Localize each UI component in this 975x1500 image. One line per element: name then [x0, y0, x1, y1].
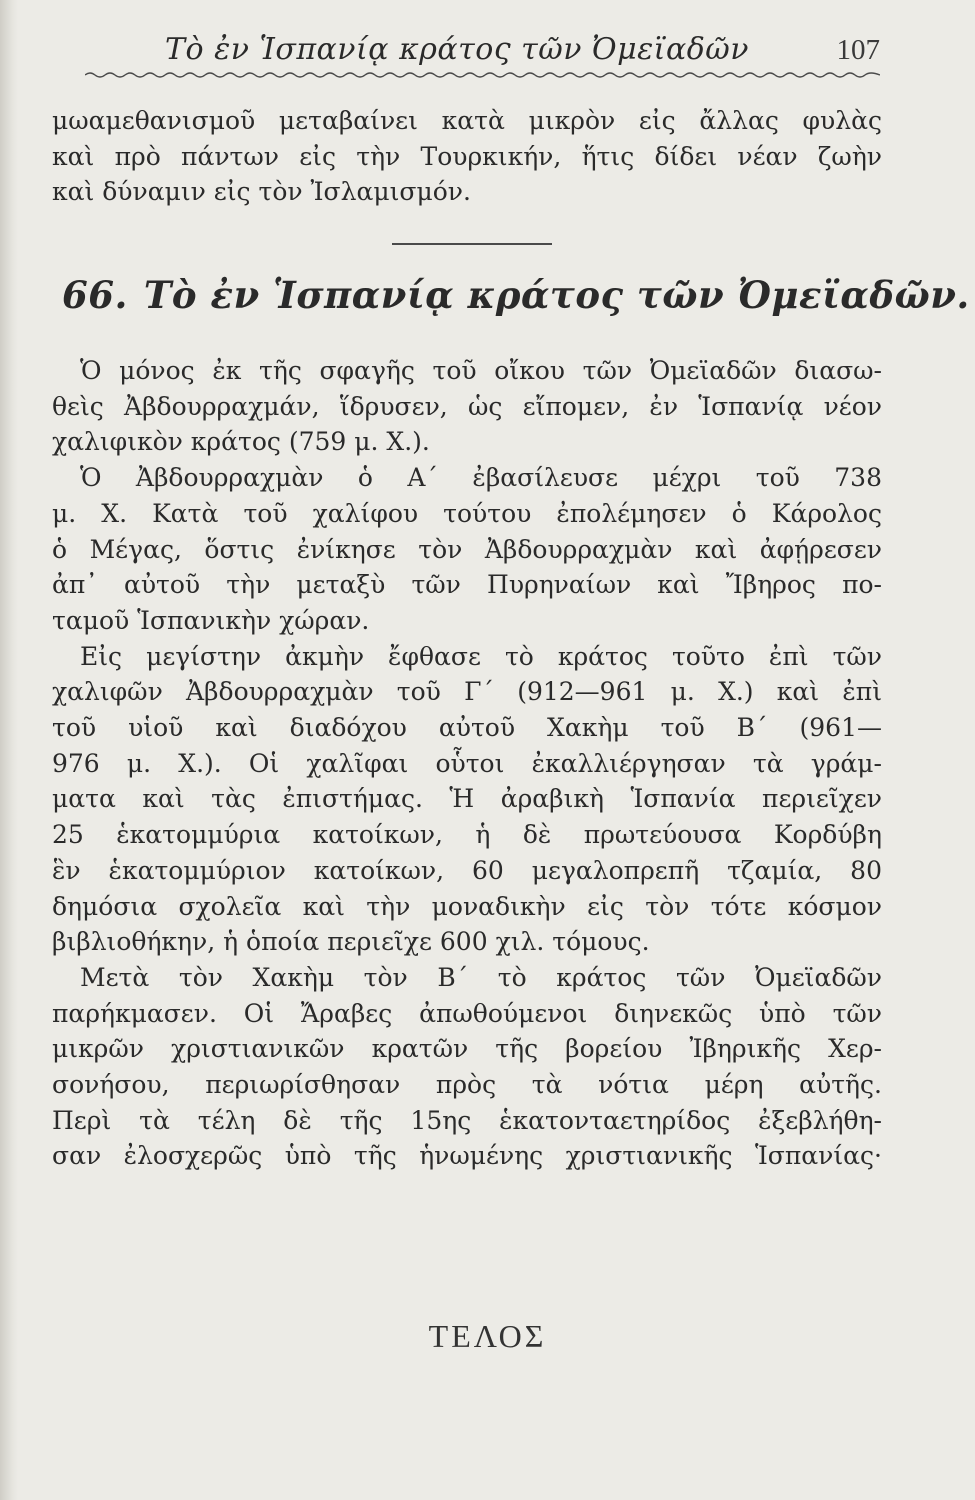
page-number: 107 [836, 34, 880, 66]
text-line: 976 μ. Χ.). Οἱ χαλῖφαι οὗτοι ἐκαλλιέργησαν τὰ γράμ- [52, 748, 882, 778]
text-line: Μετὰ τὸν Χακὴμ τὸν Β΄ τὸ κράτος τῶν Ὀμεϊαδῶν [80, 962, 882, 992]
text-line: ματα καὶ τὰς ἐπιστήμας. Ἡ ἀραβικὴ Ἱσπανία περιεῖχεν [52, 784, 882, 814]
text-line: μικρῶν χριστιανικῶν κρατῶν τῆς βορείου Ἰβηρικῆς Χερ- [52, 1034, 882, 1064]
text-line: καὶ δύναμιν εἰς τὸν Ἰσλαμισμόν. [52, 177, 471, 207]
text-line: σονήσου, περιωρίσθησαν πρὸς τὰ νότια μέρη αὐτῆς. [52, 1070, 882, 1100]
text-line: δημόσια σχολεῖα καὶ τὴν μοναδικὴν εἰς τὸν τότε κόσμον [52, 891, 882, 921]
text-line: βιβλιοθήκην, ἡ ὁποία περιεῖχε 600 χιλ. τόμους. [52, 927, 650, 957]
text-line: σαν ἐλοσχερῶς ὑπὸ τῆς ἡνωμένης χριστιανικῆς Ἱσπανίας· [52, 1141, 882, 1171]
text-line: Εἰς μεγίστην ἀκμὴν ἔφθασε τὸ κράτος τοῦτο ἐπὶ τῶν [80, 641, 882, 671]
text-line: 25 ἑκατομμύρια κατοίκων, ἡ δὲ πρωτεύουσα Κορδύβη [52, 820, 882, 850]
text-line: μ. Χ. Κατὰ τοῦ χαλίφου τούτου ἐπολέμησεν ὁ Κάρολος [52, 498, 882, 528]
running-title: Τὸ ἐν Ἱσπανίᾳ κράτος τῶν Ὀμεϊαδῶν [165, 32, 749, 67]
header-wavy-rule [85, 70, 880, 80]
text-line: ὁ Μέγας, ὅστις ἐνίκησε τὸν Ἀβδουρραχμὰν καὶ ἀφῄρεσεν [52, 534, 882, 564]
text-line: ἓν ἑκατομμύριον κατοίκων, 60 μεγαλοπρεπῆ τζαμία, 80 [52, 855, 882, 885]
section-number: 66. [62, 273, 128, 317]
text-line: τοῦ υἱοῦ καὶ διαδόχου αὐτοῦ Χακὴμ τοῦ Β΄ (961— [52, 713, 882, 743]
text-line: θεὶς Ἀβδουρραχμάν, ἵδρυσεν, ὡς εἴπομεν, ἐν Ἱσπανίᾳ νέον [52, 391, 882, 421]
section-title: Τὸ ἐν Ἱσπανίᾳ κράτος τῶν Ὀμεϊαδῶν. [143, 273, 970, 317]
text-line: παρήκμασεν. Οἱ Ἄραβες ἀπωθούμενοι διηνεκῶς ὑπὸ τῶν [52, 998, 882, 1028]
text-line: ταμοῦ Ἱσπανικὴν χώραν. [52, 605, 370, 635]
end-mark: ΤΕΛΟΣ [428, 1318, 547, 1354]
text-line: ἀπ᾽ αὐτοῦ τὴν μεταξὺ τῶν Πυρηναίων καὶ Ἴβηρος πο- [52, 570, 882, 600]
section-body [52, 353, 882, 1174]
page-header [55, 30, 880, 70]
text-line: χαλιφῶν Ἀβδουρραχμὰν τοῦ Γ΄ (912—961 μ. Χ.) καὶ ἐπὶ [52, 677, 882, 707]
text-line: Περὶ τὰ τέλη δὲ τῆς 15ης ἑκατονταετηρίδος ἐξεβλήθη- [52, 1105, 882, 1135]
text-line: καὶ πρὸ πάντων εἰς τὴν Τουρκικήν, ἥτις δίδει νέαν ζωὴν [52, 141, 882, 171]
section-heading [62, 273, 970, 317]
text-line: Ὁ μόνος ἐκ τῆς σφαγῆς τοῦ οἴκου τῶν Ὀμεϊαδῶν διασω- [80, 356, 882, 385]
text-line: χαλιφικὸν κράτος (759 μ. Χ.). [52, 427, 430, 457]
section-divider [392, 243, 552, 245]
page-edge-shadow [0, 0, 18, 1500]
text-line: μωαμεθανισμοῦ μεταβαίνει κατὰ μικρὸν εἰς ἄλλας φυλὰς [52, 106, 882, 135]
continuation-paragraph [52, 103, 882, 210]
text-line: Ὁ Ἀβδουρραχμὰν ὁ Α΄ ἐβασίλευσε μέχρι τοῦ 738 [80, 463, 882, 493]
